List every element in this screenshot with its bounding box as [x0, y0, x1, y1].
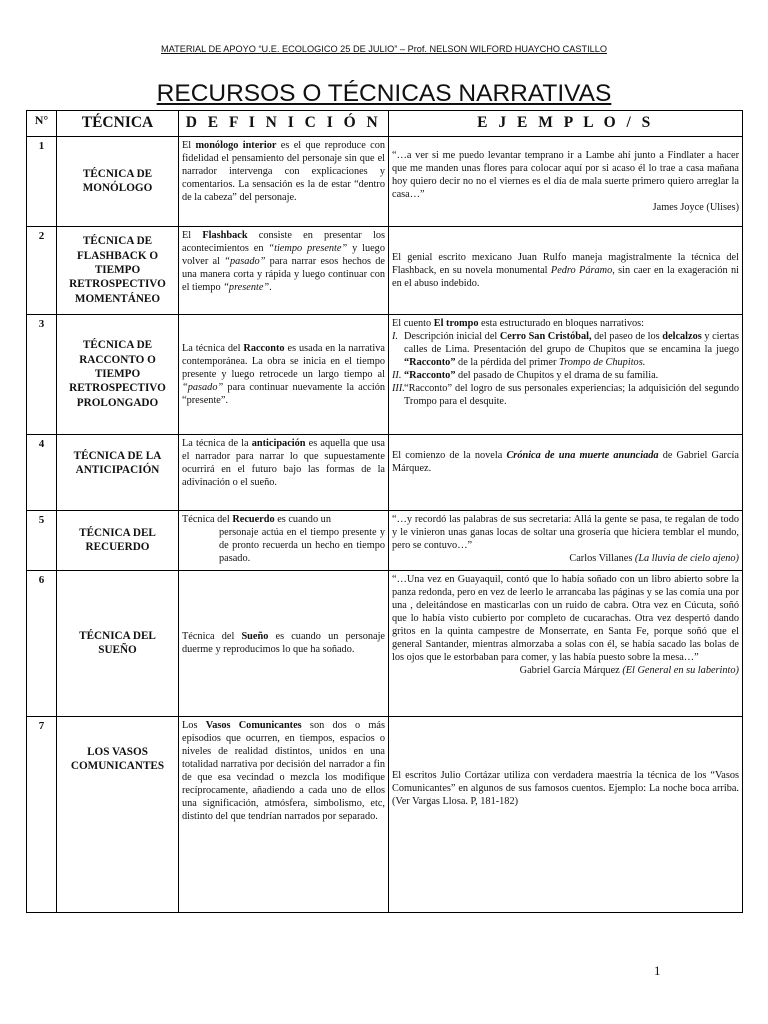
- row-example: El comienzo de la novela Crónica de una muerte anunciada de Gabriel García Márquez.: [389, 434, 743, 510]
- row-definition: El monólogo interior es el que reproduce con fidelidad el pensamiento del personaje sin que el narrador intervenga con explicaciones y comentarios. La sensación es la de estar “dentro de la cabeza” del personaje.: [179, 136, 389, 226]
- row-number: 7: [27, 716, 57, 912]
- table-row: [27, 570, 743, 716]
- list-item: III. “Racconto” del logro de sus personales experiencias; la adquisición del segundo Trompo para el desquite.: [392, 382, 739, 408]
- row-number: 2: [27, 226, 57, 314]
- row-definition: Técnica del Recuerdo es cuando un personaje actúa en el tiempo presente y de pronto recuerda un hecho en tiempo pasado.: [179, 510, 389, 570]
- row-example: El escritos Julio Cortázar utiliza con verdadera maestría la técnica de los “Vasos Comunicantes” en algunos de sus famosos cuentos. Ejemplo: La noche boca arriba. (Ver Vargas Llosa. P, 181-182): [389, 716, 743, 912]
- row-technique: TÉCNICA DE RACCONTO O TIEMPO RETROSPECTIVO PROLONGADO: [57, 314, 179, 434]
- row-technique: TÉCNICA DE FLASHBACK O TIEMPO RETROSPECTIVO MOMENTÁNEO: [57, 226, 179, 314]
- row-definition: Los Vasos Comunicantes son dos o más episodios que ocurren, en tiempos, espacios o niveles de realidad distintos, unidos en una totalidad narrativa por decisión del narrador a fin de que esa vecindad o mezcla los modifique recíprocamente, añadiendo a cada uno de ellos una significación, atmósfera, simbolismo, etc, distinto del que tendrían narrados por separado.: [179, 716, 389, 912]
- col-tecnica: TÉCNICA: [57, 111, 179, 137]
- row-example: El genial escrito mexicano Juan Rulfo maneja magistralmente la técnica del Flashback, en su novela monumental Pedro Páramo, sin caer en la exageración ni en el abuso indebido.: [389, 226, 743, 314]
- page-title: RECURSOS O TÉCNICAS NARRATIVAS: [156, 80, 612, 107]
- row-number: 6: [27, 570, 57, 716]
- col-num: N°: [27, 111, 57, 137]
- row-technique: TÉCNICA DEL SUEÑO: [57, 570, 179, 716]
- row-definition: El Flashback consiste en presentar los acontecimientos en “tiempo presente” y luego volver al “pasado” para narrar esos hechos de una manera corta y rápida y luego continuar con el tiempo “presente”.: [179, 226, 389, 314]
- row-number: 4: [27, 434, 57, 510]
- list-item: II. “Racconto” del pasado de Chupitos y el drama de su familia.: [392, 369, 659, 381]
- row-definition: La técnica de la anticipación es aquella que usa el narrador para narrar lo que supuestamente ocurrirá en el futuro bajo las formas de la adivinación o el sueño.: [179, 434, 389, 510]
- row-number: 1: [27, 136, 57, 226]
- example-author: James Joyce (Ulises): [652, 201, 739, 213]
- table-row: [27, 716, 743, 912]
- col-ejemplos: E J E M P L O / S: [389, 111, 743, 137]
- table-row: [27, 510, 743, 570]
- row-example: El cuento El trompo esta estructurado en bloques narrativos: I. Descripción inicial del Cerro San Cristóbal, del paseo de los delcalzos y ciertas calles de Lima. Presentación del grupo de Chupitos que se encamina la juego “Racconto” de la pérdida del primer Trompo de Chupitos. II. “Racconto” del pasado de Chupitos y el drama de su familia. III. “Racconto” del logro de sus personales experiencias; la adquisición del segundo Trompo para el desquite.: [389, 314, 743, 434]
- list-item: I. Descripción inicial del Cerro San Cristóbal, del paseo de los delcalzos y ciertas calles de Lima. Presentación del grupo de Chupitos que se encamina la juego “Racconto” de la pérdida del primer Trompo de Chupitos.: [392, 330, 739, 368]
- row-technique: TÉCNICA DEL RECUERDO: [57, 510, 179, 570]
- row-definition: Técnica del Sueño es cuando un personaje duerme y reproducimos lo que ha soñado.: [179, 570, 389, 716]
- row-example: “…Una vez en Guayaquil, contó que lo había soñado con un libro abierto sobre la panza redonda, pero en vez de leerlo le arrancaba las páginas y se las comía una por una , deleitándose en masticarlas con un ruido de cabra. Otra vez en Cúcuta, soñó que lo había visto cubierto por completo de cucarachas. Otra vez despertó dando gritos en la quinta campestre de Monserrate, en Santa Fe, porque soñó que el general Santander, mientras almorzaba a solas con él, se había sacado las bolas de los ojos que le estorbaban para comer, y las había puesto sobre la mesa…” Gabriel García Márquez (El General en su laberinto): [389, 570, 743, 716]
- example-author: Carlos Villanes (La lluvia de cielo ajeno): [569, 552, 739, 564]
- row-number: 3: [27, 314, 57, 434]
- table-row: [27, 136, 743, 226]
- row-example: “…y recordó las palabras de sus secretaria: Allá la gente se pasa, te regalan de todo y le vinieron unas ganas locas de soltar una grosería que hiciera temblar el mundo, pero se contuvo…” Carlos Villanes (La lluvia de cielo ajeno): [389, 510, 743, 570]
- row-number: 5: [27, 510, 57, 570]
- example-author: Gabriel García Márquez (El General en su laberinto): [519, 665, 739, 677]
- row-definition: La técnica del Racconto es usada en la narrativa contemporánea. La obra se inicia en el tiempo presente y luego retrocede un largo tiempo al “pasado” para continuar nuevamente la acción “presente”.: [179, 314, 389, 434]
- block-list: [392, 330, 739, 408]
- page-header: MATERIAL DE APOYO “U.E. ECOLOGICO 25 DE JULIO” – Prof. NELSON WILFORD HUAYCHO CASTILLO: [160, 44, 608, 54]
- narrative-techniques-table: [26, 110, 743, 913]
- row-example: “…a ver si me puedo levantar temprano ir a Lambe ahí junto a Findlater a hacer que me manden unas flores para colocar aquí por si acaso él lo trae a casa mañana hoy quiero decir no no el viernes es el día de mala suerte primero quiero arreglar la casa…” James Joyce (Ulises): [389, 136, 743, 226]
- table-row: [27, 434, 743, 510]
- table-header-row: [27, 111, 743, 137]
- table-row: [27, 226, 743, 314]
- row-technique: TÉCNICA DE LA ANTICIPACIÓN: [57, 434, 179, 510]
- row-technique: LOS VASOS COMUNICANTES: [57, 716, 179, 912]
- row-technique: TÉCNICA DE MONÓLOGO: [57, 136, 179, 226]
- table-row: [27, 314, 743, 434]
- col-definicion: D E F I N I C I Ó N: [179, 111, 389, 137]
- page-number: 1: [654, 963, 661, 978]
